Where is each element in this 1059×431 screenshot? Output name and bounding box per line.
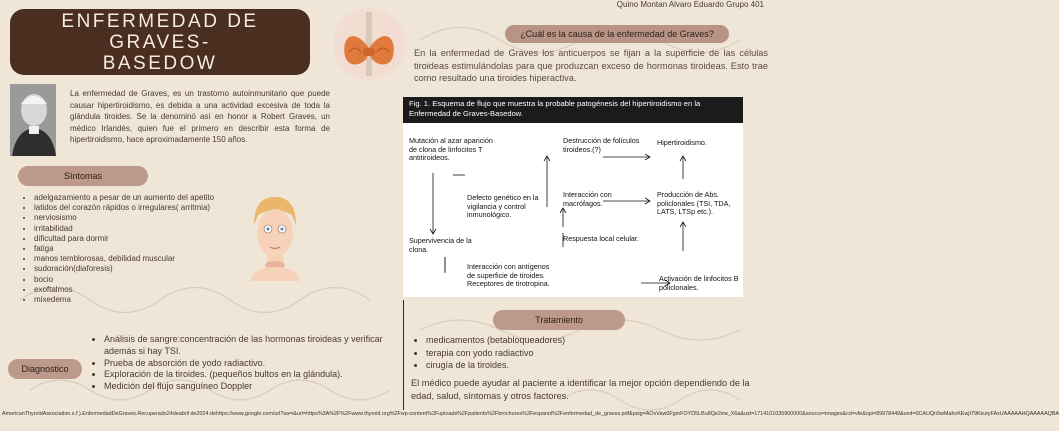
list-item: • Medición del flujo sanguíneo Doppler bbox=[104, 381, 410, 393]
flow-box-hipertiroidismo: Hipertiroidismo. bbox=[657, 138, 707, 147]
flow-box-defecto: Defecto genético en la vigilancia y control inmunológico. bbox=[467, 193, 539, 220]
flow-box-activacion: Activación de linfocitos B policlonales. bbox=[659, 274, 739, 292]
patient-face-illustration bbox=[246, 195, 304, 281]
tratamiento-list bbox=[414, 334, 766, 372]
tratamiento-heading: Tratamiento bbox=[493, 310, 625, 330]
list-item: • sudoración(diaforesis) bbox=[34, 264, 264, 274]
list-item: • Prueba de absorción de yodo radiactivo. bbox=[104, 358, 410, 370]
flow-box-destruccion: Destrucción de folículos tiroideos.(?) bbox=[563, 136, 640, 154]
symptoms-list bbox=[22, 193, 264, 305]
references: AmericanThyroidAssociation.s.f.).EnfermedadDeGraves.Recuperado24deabril de2024.dehttps://www.google.com/url?sa=i&url=https%3A%2F%2Fwww.thyroid.org%2Fwp-content%2Fuploads%2Fpatients%2Fbrochures%2Fespanol%2Fenfermedad_de_graves.pdf&psig=AOvVaw0FgmFOYD5LBu8Qe2ew_X6a&ust=1714101035900000&source=images&cd=vfe&opi=89978449&ved=0CAUQn5wMahcKEwjI79KkutyFAxUAAAAAHQAAAAAQBA bbox=[2, 411, 1059, 417]
list-item: • manos temblorosas, debilidad muscular bbox=[34, 254, 264, 264]
flow-box-mutacion: Mutación al azar aparición de clona de linfocitos T antitiroideos. bbox=[409, 136, 493, 163]
flow-box-respuesta: Respuesta local celular. bbox=[563, 234, 639, 243]
list-item: • Exploración de la tiroides. (pequeños bultos en la glándula). bbox=[104, 369, 410, 381]
flow-box-interaccion-antigenos: Interacción con antígenos de superficie de tiroides. Receptores de tirotropina. bbox=[467, 262, 550, 289]
figure-caption: Fig. 1. Esquema de flujo que muestra la probable patogénesis del hipertiroidismo en la Enfermedad de Graves-Basedow. bbox=[403, 97, 743, 123]
list-item: • medicamentos (betabloqueadores) bbox=[426, 334, 766, 347]
list-item: • mixedema bbox=[34, 295, 264, 305]
intro-paragraph: La enfermedad de Graves, es un trastorno autoinmunitario que puede causar hipertiroidismo, es debida a una actividad excesiva de toda la glándula tiroides. Se la denominó así en honor a Robert Graves, un médico Irlandés, quien fue el primero en describir esta forma de hipertiroidismo, hace aproximadamente 150 años. bbox=[70, 89, 330, 144]
list-item: • bocio bbox=[34, 275, 264, 285]
thyroid-illustration bbox=[333, 8, 405, 80]
list-item: • irritabilidad bbox=[34, 224, 264, 234]
list-item: • cirugía de la tiroides. bbox=[426, 359, 766, 372]
diagnostico-heading: Diagnostico bbox=[8, 359, 82, 379]
flow-box-interaccion-macrofagos: Interacción con macrófagos. bbox=[563, 190, 612, 208]
author-name: Quino Montan Alvaro Eduardo Grupo 401 bbox=[616, 0, 764, 9]
list-item: • nerviosismo bbox=[34, 213, 264, 223]
title-line-2: BASEDOW bbox=[102, 52, 218, 74]
diagnostico-list bbox=[92, 334, 410, 393]
sintomas-heading: Síntomas bbox=[18, 166, 148, 186]
robert-graves-portrait bbox=[10, 84, 56, 156]
pathogenesis-figure bbox=[403, 97, 743, 297]
list-item: • Análisis de sangre:concentración de las hormonas tiroideas y verificar además si hay TSI. bbox=[104, 334, 410, 358]
list-item: • terapia con yodo radiactivo bbox=[426, 347, 766, 360]
flow-box-produccion: Producción de Abs. policlonales (TSI, TDA, LATS, LTSp etc.). bbox=[657, 190, 731, 217]
flow-box-supervivencia: Supervivencia de la clona. bbox=[409, 236, 472, 254]
list-item: • fatiga bbox=[34, 244, 264, 254]
tratamiento-note: El médico puede ayudar al paciente a identificar la mejor opción dependiendo de la edad, salud, síntomas y otros factores. bbox=[411, 378, 750, 401]
list-item: • latidos del corazón rápidos o irregulares( arritmia) bbox=[34, 203, 264, 213]
list-item: • adelgazamiento a pesar de un aumento del apetito bbox=[34, 193, 264, 203]
cause-heading: ¿Cuál es la causa de la enfermedad de Graves? bbox=[505, 25, 729, 43]
title-line-1: ENFERMEDAD DE GRAVES- bbox=[61, 10, 259, 53]
list-item: • exoftalmos bbox=[34, 285, 264, 295]
list-item: • dificultad para dormir bbox=[34, 234, 264, 244]
cause-paragraph: En la enfermedad de Graves los anticuerpos se fijan a la superficie de las células tiroideas estimulándolas para que produzcan exceso de hormonas tiroideas. Esto trae como resultado una tiroides hiperactiva. bbox=[414, 48, 768, 83]
page-title bbox=[10, 9, 310, 75]
